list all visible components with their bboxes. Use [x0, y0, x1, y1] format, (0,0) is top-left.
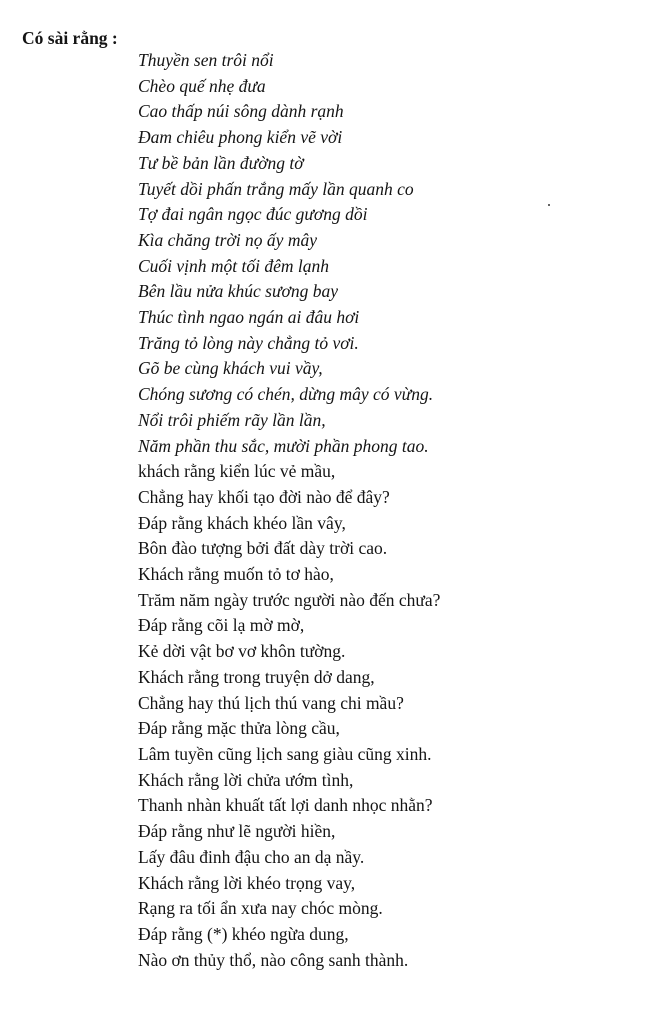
poem-body: [138, 48, 440, 973]
poem-line: Chẳng hay khối tạo đời nào để đây?: [138, 486, 390, 507]
poem-line: Gõ be cùng khách vui vầy,: [138, 358, 323, 379]
poem-line: Đam chiêu phong kiển vẽ vời: [138, 127, 343, 148]
poem-line: Tư bề bản lần đường tờ: [138, 152, 304, 173]
poem-line: khách rằng kiển lúc vẻ mầu,: [138, 461, 336, 482]
poem-line: Lấy đâu đinh đậu cho an dạ nầy.: [138, 846, 365, 867]
poem-intro-heading: Có sài rằng :: [22, 28, 118, 48]
poem-line: Trăng tỏ lòng này chẳng tỏ vơi.: [138, 332, 359, 353]
poem-line: Kẻ dời vật bơ vơ khôn tường.: [138, 641, 346, 662]
poem-line: Đáp rằng khách khéo lần vây,: [138, 512, 346, 533]
poem-line: Tợ đai ngân ngọc đúc gương dồi: [138, 204, 368, 225]
poem-line: Đáp rằng cõi lạ mờ mờ,: [138, 615, 305, 636]
poem-line: Lâm tuyền cũng lịch sang giàu cũng xinh.: [138, 743, 432, 764]
poem-line: Trăm năm ngày trước người nào đến chưa?: [138, 589, 441, 610]
poem-line: Thúc tình ngao ngán ai đâu hơi: [138, 307, 360, 328]
poem-line: Đáp rằng mặc thửa lòng cầu,: [138, 718, 340, 739]
poem-line: Tuyết dồi phấn trắng mấy lần quanh co: [138, 178, 414, 199]
poem-line: Khách rằng lời chửa ướm tình,: [138, 769, 354, 790]
poem-line: Chèo quế nhẹ đưa: [138, 75, 266, 96]
poem-line: Kìa chăng trời nọ ấy mây: [138, 229, 317, 250]
poem-line: Đáp rằng (*) khéo ngừa dung,: [138, 923, 349, 944]
scan-speck: [548, 204, 550, 206]
poem-line: Khách rằng lời khéo trọng vay,: [138, 872, 356, 893]
poem-line: Bên lầu nửa khúc sương bay: [138, 281, 338, 302]
poem-line: Chóng sương có chén, dừng mây có vừng.: [138, 384, 434, 405]
poem-line: Cuối vịnh một tối đêm lạnh: [138, 255, 330, 276]
poem-line: Cao thấp núi sông dành rạnh: [138, 101, 344, 122]
poem-line: Thanh nhàn khuất tất lợi danh nhọc nhằn?: [138, 795, 433, 816]
poem-line: Đáp rằng như lẽ người hiền,: [138, 821, 336, 842]
poem-line: Khách rằng trong truyện dở dang,: [138, 666, 375, 687]
poem-line: Năm phần thu sắc, mười phần phong tao.: [138, 435, 429, 456]
poem-line: Bôn đào tượng bởi đất dày trời cao.: [138, 538, 388, 559]
poem-line: Nổi trôi phiếm rãy lần lần,: [138, 409, 326, 430]
poem-line: Khách rằng muốn tỏ tơ hào,: [138, 564, 334, 585]
poem-line: Nào ơn thủy thổ, nào công sanh thành.: [138, 949, 409, 970]
poem-line: Thuyền sen trôi nổi: [138, 50, 274, 70]
poem-line: Chẳng hay thú lịch thú vang chi mầu?: [138, 692, 404, 713]
poem-line: Rạng ra tối ẩn xưa nay chóc mòng.: [138, 898, 383, 919]
